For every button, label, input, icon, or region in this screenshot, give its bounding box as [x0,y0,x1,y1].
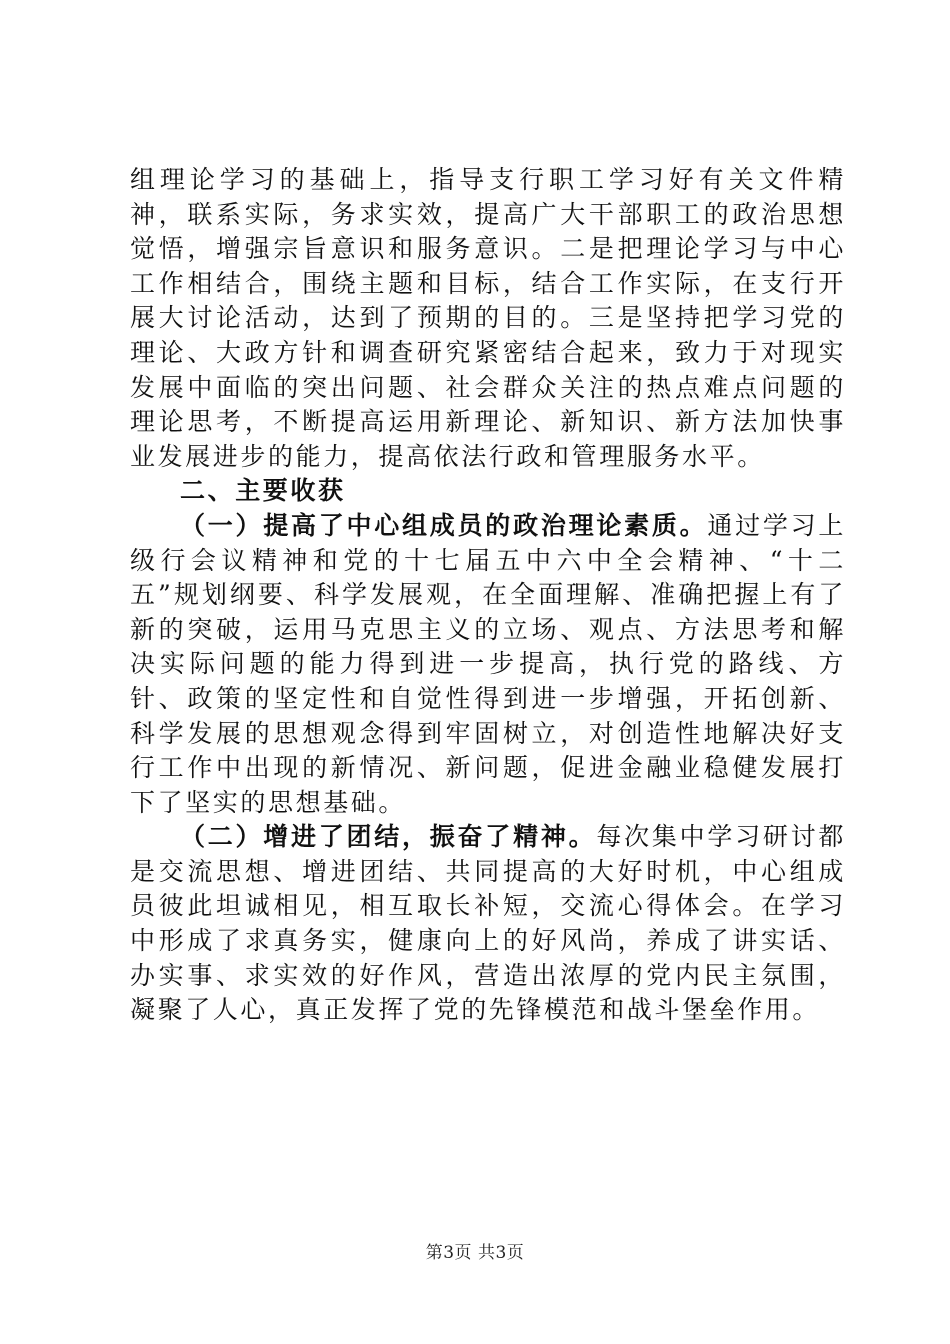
numbered-item-2 [130,820,846,1028]
item-2-lead: （二）增进了团结，振奋了精神。 [180,822,597,852]
section-heading: 二、主要收获 [180,476,346,506]
document-body [130,163,846,1028]
body-paragraph: 组理论学习的基础上，指导支行职工学习好有关文件精神，联系实际，务求实效，提高广大干部职工的政治思想觉悟，增强宗旨意识和服务意识。二是把理论学习与中心工作相结合，围绕主题和目标，结合工作实际，在支行开展大讨论活动，达到了预期的目的。三是坚持把学习党的理论、大政方针和调查研究紧密结合起来，致力于对现实发展中面临的突出问题、社会群众关注的热点难点问题的理论思考，不断提高运用新理论、新知识、新方法加快事业发展进步的能力，提高依法行政和管理服务水平。 [130,165,846,471]
numbered-item-1 [130,509,846,820]
item-2-text: 每次集中学习研讨都是交流思想、增进团结、共同提高的大好时机，中心组成员彼此坦诚相见，相互取长补短，交流心得体会。在学习中形成了求真务实，健康向上的好风尚，养成了讲实话、办实事、求实效的好作风，营造出浓厚的党内民主氛围，凝聚了人心，真正发挥了党的先锋模范和战斗堡垒作用。 [130,822,846,1025]
item-1-lead: （一）提高了中心组成员的政治理论素质。 [180,510,708,540]
item-1-text: 通过学习上级行会议精神和党的十七届五中六中全会精神、“十二五”规划纲要、科学发展观，在全面理解、准确把握上有了新的突破，运用马克思主义的立场、观点、方法思考和解决实际问题的能力得到进一步提高，执行党的路线、方针、政策的坚定性和自觉性得到进一步增强，开拓创新、科学发展的思想观念得到牢固树立，对创造性地解决好支行工作中出现的新情况、新问题，促进金融业稳健发展打下了坚实的思想基础。 [130,510,846,817]
page-footer: 第3页 共3页 [425,1243,525,1263]
